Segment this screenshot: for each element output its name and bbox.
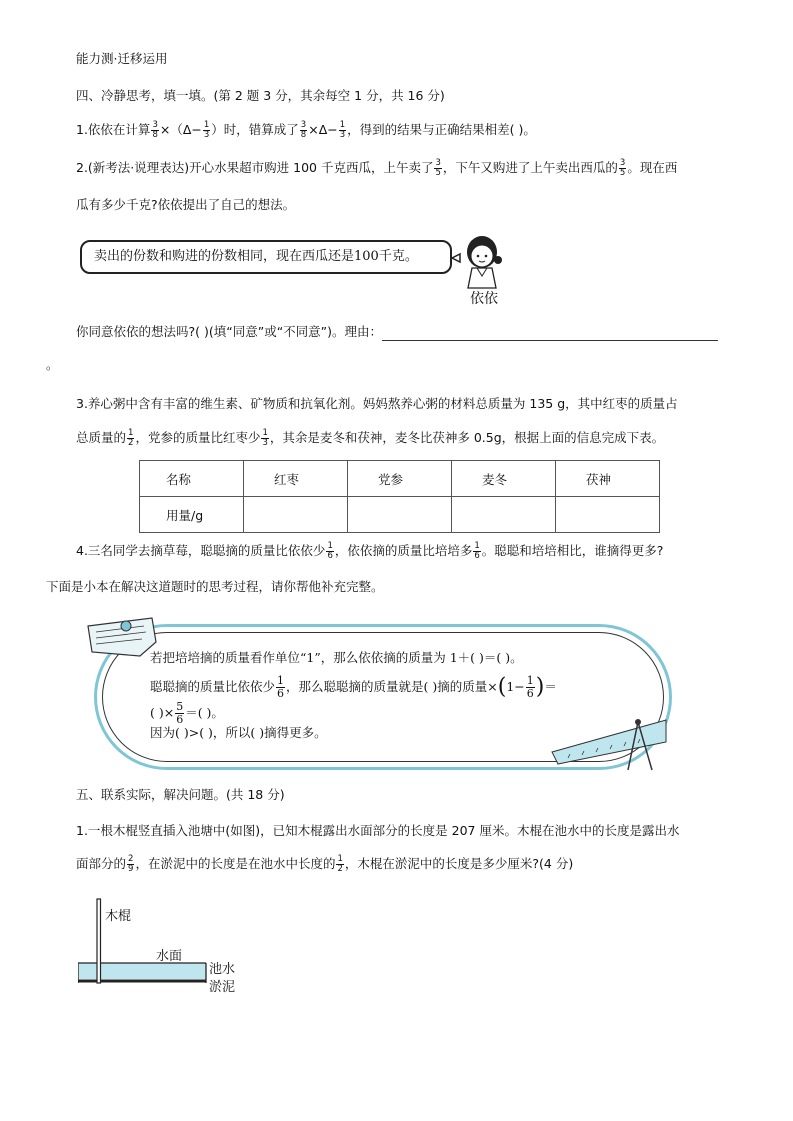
fraction-1-3: $\frac{1}{3}$ <box>203 120 210 140</box>
table-header-cell: 麦冬 <box>452 461 556 497</box>
capsule-text-c: 1− <box>506 679 525 694</box>
part5-title: 五、联系实际，解决问题。(共 18 分) <box>76 787 285 802</box>
q3-text-b: ，党参的质量比红枣少 <box>135 430 261 445</box>
q1-text-e: ，得到的结果与正确结果相差( )。 <box>347 122 536 137</box>
fraction-5-6: $\frac{5}{6}$ <box>176 700 184 726</box>
fraction-1-6: $\frac{1}{6}$ <box>277 674 285 700</box>
capsule-text-d: ＝ <box>544 679 557 694</box>
fraction-1-6: $\frac{1}{6}$ <box>474 541 480 561</box>
left-paren: ( <box>497 674 507 700</box>
p5q1-text-a: 面部分的 <box>76 856 127 871</box>
table-row <box>140 497 660 533</box>
capsule-line2 <box>150 675 557 700</box>
p5q1-text-b: ，在淤泥中的长度是在池水中长度的 <box>135 856 336 871</box>
table-header-row <box>140 461 660 497</box>
hongzao-amount-cell[interactable] <box>244 497 348 533</box>
q4-text-b: ，依依摘的质量比培培多 <box>334 543 473 558</box>
table-header-cell: 茯神 <box>556 461 660 497</box>
capsule-text-f: ＝( )。 <box>185 705 224 720</box>
table-header-cell: 党参 <box>348 461 452 497</box>
q2-line1 <box>76 159 677 178</box>
q1-text-a: 1.依依在计算 <box>76 122 151 137</box>
q1-text-d: ×Δ− <box>308 122 338 137</box>
q3-line1: 3.养心粥中含有丰富的维生素、矿物质和抗氧化剂。妈妈熬养心粥的材料总质量为 135 g，其中红枣的质量占 <box>76 396 678 411</box>
fraction-2-9: $\frac{2}{9}$ <box>128 854 134 874</box>
q4-line1 <box>76 542 663 561</box>
ingredients-table <box>139 460 660 533</box>
capsule-line1: 若把培培摘的质量看作单位“1”，那么依依摘的质量为 1＋( )＝( )。 <box>150 650 523 665</box>
maidong-amount-cell[interactable] <box>452 497 556 533</box>
q2-text-a: 2.(新考法·说理表达)开心水果超市购进 100 千克西瓜，上午卖了 <box>76 160 434 175</box>
fraction-1-3: $\frac{1}{3}$ <box>262 428 268 448</box>
speech-bubble: 卖出的份数和购进的份数相同，现在西瓜还是100千克。 <box>80 240 452 274</box>
q3-text-c: ，其余是麦冬和茯神，麦冬比茯神多 0.5g，根据上面的信息完成下表。 <box>269 430 665 445</box>
q2-dot: 。 <box>46 357 59 372</box>
p5q1-text-c: ，木棍在淤泥中的长度是多少厘米?(4 分) <box>344 856 574 871</box>
fraction-1-2: $\frac{1}{2}$ <box>337 854 343 874</box>
wooden-stick <box>97 899 101 983</box>
q2-text-b: ，下午又购进了上午卖出西瓜的 <box>442 160 618 175</box>
table-row-label: 用量/g <box>140 497 244 533</box>
q2-ask-text: 你同意依依的想法吗?( )(填“同意”或“不同意”)。理由： <box>76 324 383 339</box>
q2-line2: 瓜有多少千克?依依提出了自己的想法。 <box>76 197 296 212</box>
q2-text-c: 。现在西 <box>627 160 678 175</box>
dangshen-amount-cell[interactable] <box>348 497 452 533</box>
fraction-3-5: $\frac{3}{5}$ <box>619 158 626 178</box>
section-header: 能力测·迁移运用 <box>76 51 168 66</box>
fraction-1-2: $\frac{1}{2}$ <box>128 428 134 448</box>
fraction-3-5: $\frac{3}{5}$ <box>435 158 441 178</box>
q3-line2 <box>76 429 664 448</box>
q2-ask <box>76 323 718 341</box>
girl-illustration <box>448 230 508 290</box>
fraction-3-8: $\frac{3}{8}$ <box>152 120 158 140</box>
capsule-text-e: ( )× <box>150 705 175 720</box>
label-mud: 淤泥 <box>209 980 236 995</box>
fraction-3-8: $\frac{3}{8}$ <box>300 120 307 140</box>
capsule-line4: 因为( )>( )，所以( )摘得更多。 <box>150 725 327 740</box>
part4-title: 四、冷静思考，填一填。(第 2 题 3 分，其余每空 1 分，共 16 分) <box>76 88 445 103</box>
capsule-text-b: ，那么聪聪摘的质量就是( )摘的质量× <box>286 679 498 694</box>
label-stick: 木棍 <box>105 909 132 924</box>
q1-line <box>76 121 536 140</box>
capsule-text-a: 聪聪摘的质量比依依少 <box>150 679 276 694</box>
right-paren: ) <box>535 674 545 700</box>
q4-text-c: 。聪聪和培培相比，谁摘得更多? <box>481 543 664 558</box>
label-surface: 水面 <box>156 949 183 964</box>
fushen-amount-cell[interactable] <box>556 497 660 533</box>
table-header-cell: 名称 <box>140 461 244 497</box>
ruler-compass-icon <box>548 712 673 774</box>
fraction-1-3: $\frac{1}{3}$ <box>339 120 346 140</box>
q1-text-c: ）时，错算成了 <box>211 122 299 137</box>
p5q1-line2 <box>76 855 573 874</box>
reason-blank[interactable] <box>382 327 718 341</box>
q1-text-b: ×（Δ− <box>159 122 202 137</box>
girl-name: 依依 <box>470 291 498 307</box>
q4-text-a: 4.三名同学去摘草莓，聪聪摘的质量比依依少 <box>76 543 326 558</box>
fraction-1-6: $\frac{1}{6}$ <box>327 541 333 561</box>
capsule-line3 <box>150 701 224 726</box>
q3-text-a: 总质量的 <box>76 430 127 445</box>
q4-line2: 下面是小本在解决这道题时的思考过程，请你帮他补充完整。 <box>46 579 384 594</box>
table-header-cell: 红枣 <box>244 461 348 497</box>
p5q1-line1: 1.一根木棍竖直插入池塘中(如图)，已知木棍露出水面部分的长度是 207 厘米。木棍在池水中的长度是露出水 <box>76 823 680 838</box>
fraction-1-6: $\frac{1}{6}$ <box>526 674 534 700</box>
label-water: 池水 <box>209 962 236 977</box>
